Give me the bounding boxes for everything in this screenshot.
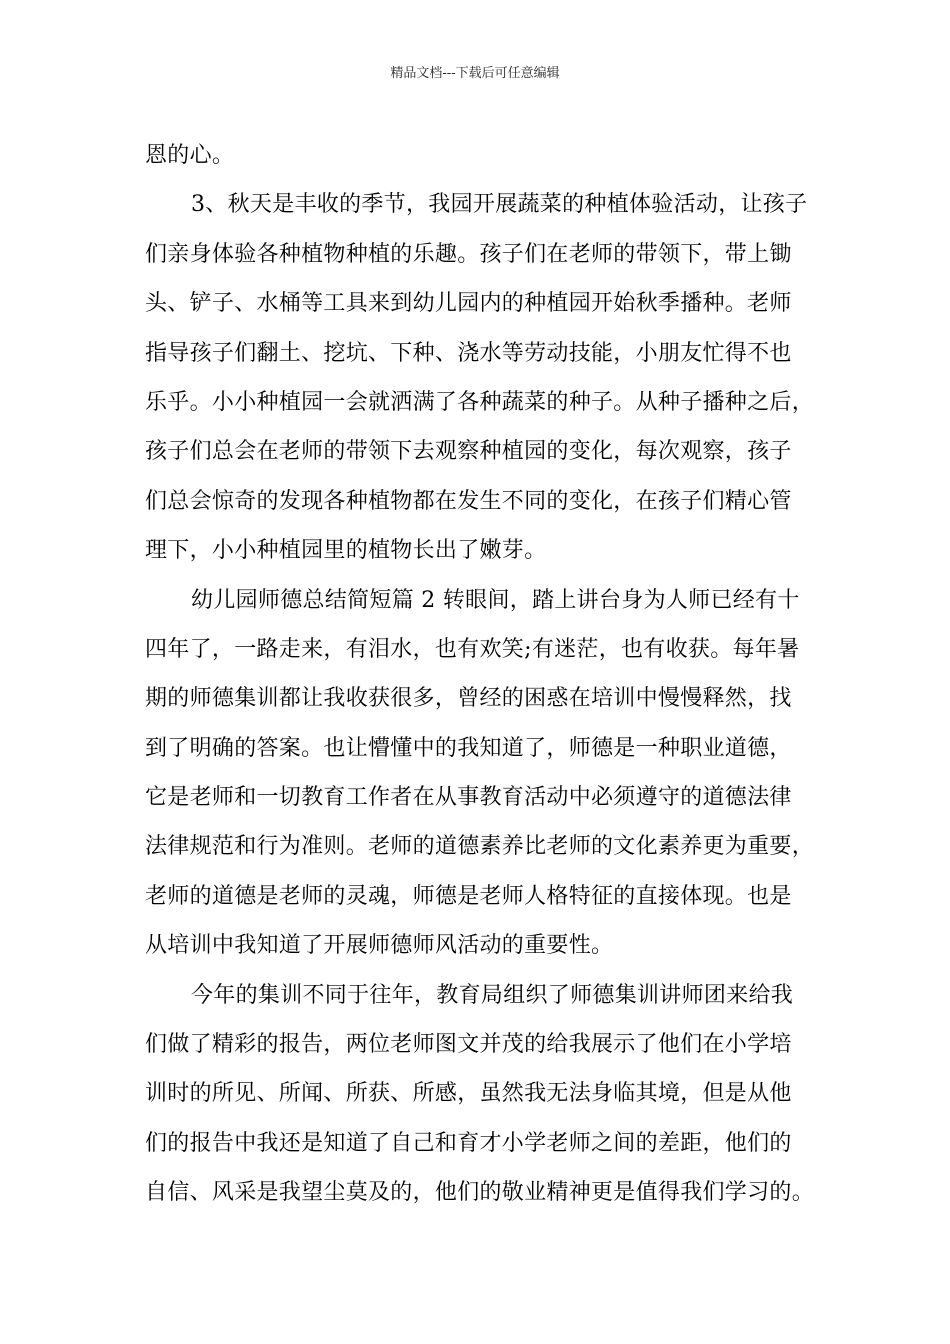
text-line: 指导孩子们翻土、挖坑、下种、浇水等劳动技能，小朋友忙得不也 [145, 340, 792, 366]
paragraph-first-line: 今年的集训不同于往年，教育局组织了师德集训讲师团来给我 [191, 982, 794, 1008]
text-line: 训时的所见、所闻、所获、所感，虽然我无法身临其境，但是从他 [145, 1081, 792, 1107]
text-line: 自信、风采是我望尘莫及的，他们的敬业精神更是值得我们学习的。 [145, 1180, 815, 1206]
page-header: 精品文档---下载后可任意编辑 [390, 66, 560, 81]
text-line: 到了明确的答案。也让懵懂中的我知道了，师德是一种职业道德， [145, 735, 792, 761]
text-line: 乐乎。小小种植园一会就洒满了各种蔬菜的种子。从种子播种之后， [145, 389, 815, 415]
text-line: 理下，小小种植园里的植物长出了嫩芽。 [145, 538, 547, 564]
paragraph-first-line: 3、秋天是丰收的季节，我园开展蔬菜的种植体验活动，让孩子 [191, 192, 808, 218]
document-body [145, 131, 825, 1218]
text-line: 它是老师和一切教育工作者在从事教育活动中必须遵守的道德法律 [145, 785, 792, 811]
text-line: 头、铲子、水桶等工具来到幼儿园内的种植园开始秋季播种。老师 [145, 291, 792, 317]
text-line: 们总会惊奇的发现各种植物都在发生不同的变化，在孩子们精心管 [145, 488, 792, 514]
text-line: 们亲身体验各种植物种植的乐趣。孩子们在老师的带领下，带上锄 [145, 241, 792, 267]
text-line: 法律规范和行为准则。老师的道德素养比老师的文化素养更为重要， [145, 834, 815, 860]
text-line: 恩的心。 [145, 143, 235, 168]
text-line: 们做了精彩的报告，两位老师图文并茂的给我展示了他们在小学培 [145, 1032, 792, 1058]
text-line: 四年了，一路走来，有泪水，也有欢笑;有迷茫，也有收获。每年暑 [145, 636, 800, 662]
text-line: 孩子们总会在老师的带领下去观察种植园的变化，每次观察，孩子 [145, 439, 792, 465]
paragraph-first-line: 幼儿园师德总结简短篇 2 转眼间，踏上讲台身为人师已经有十 [191, 587, 800, 613]
text-line: 老师的道德是老师的灵魂，师德是老师人格特征的直接体现。也是 [145, 883, 792, 909]
text-line: 们的报告中我还是知道了自己和育才小学老师之间的差距，他们的 [145, 1130, 792, 1156]
text-line: 从培训中我知道了开展师德师风活动的重要性。 [145, 933, 614, 959]
text-line: 期的师德集训都让我收获很多，曾经的困惑在培训中慢慢释然，找 [145, 686, 792, 712]
